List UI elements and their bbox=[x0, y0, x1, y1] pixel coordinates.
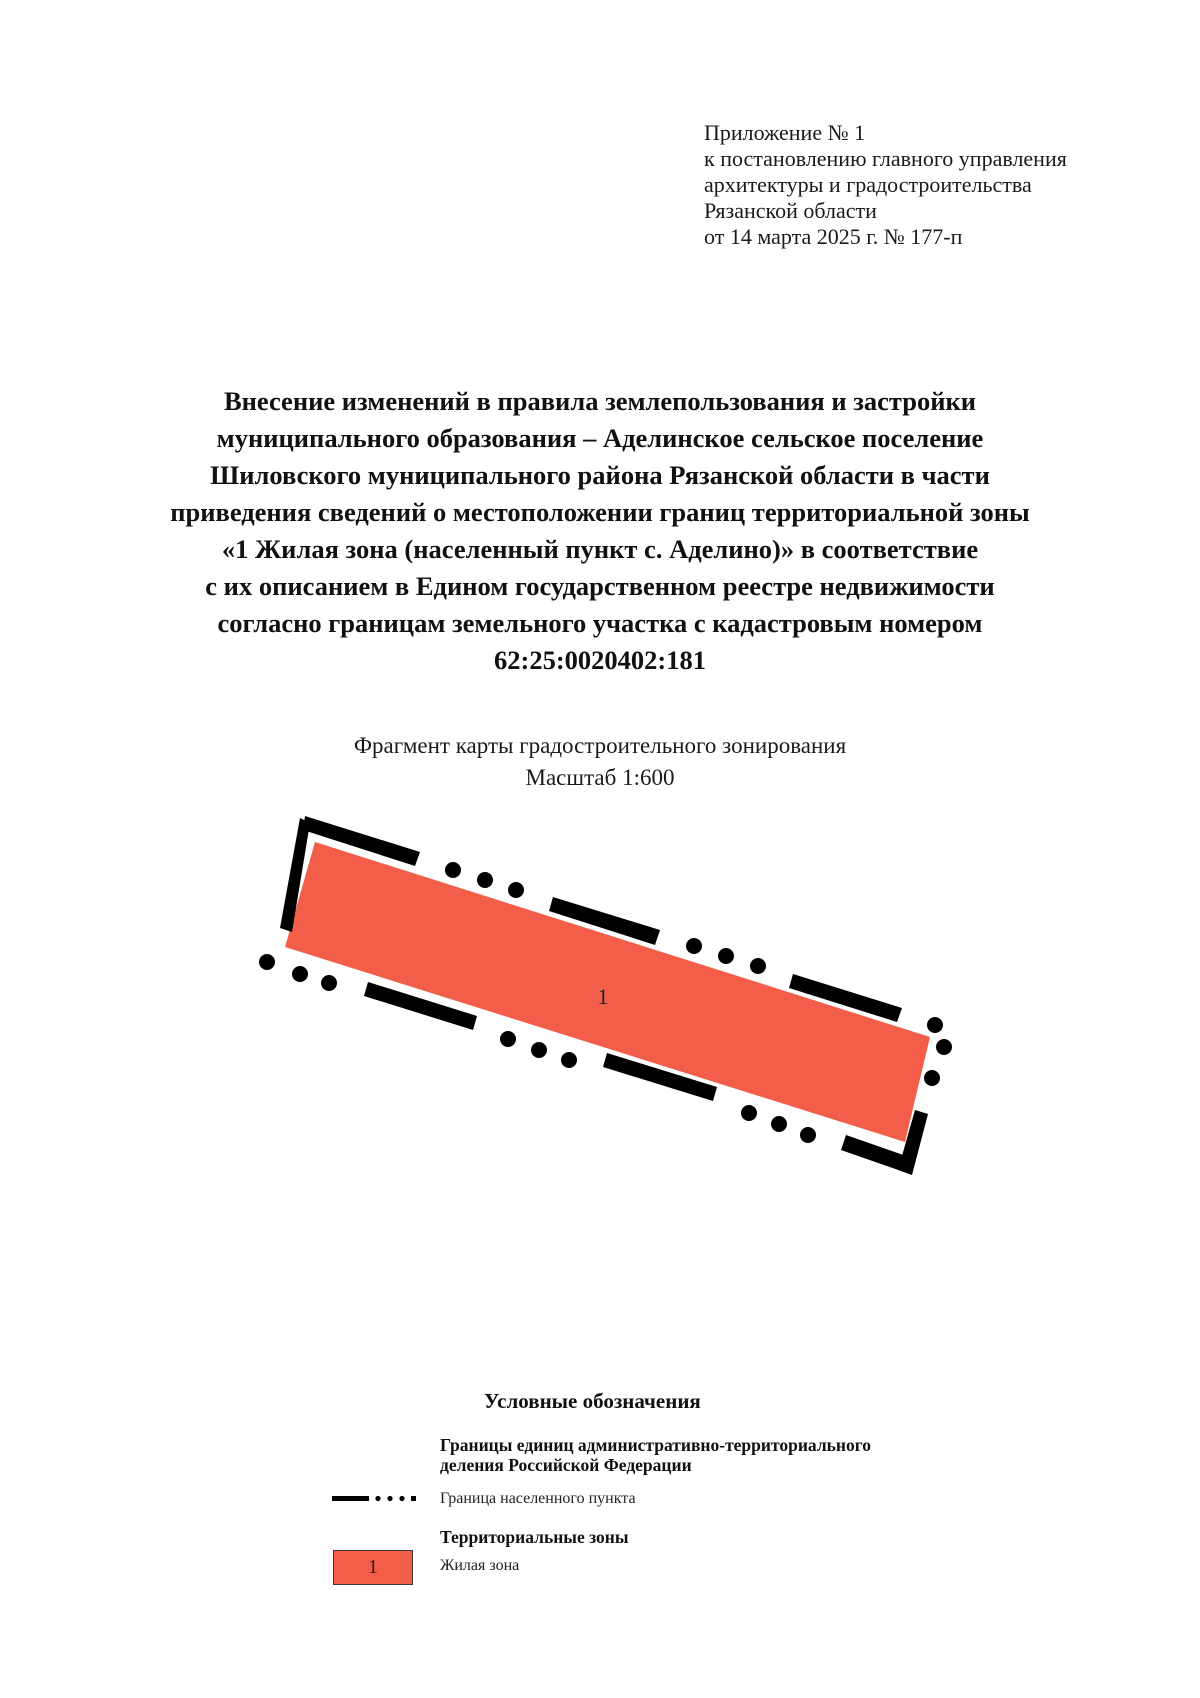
legend-item-settlement-boundary: Граница населенного пункта bbox=[440, 1490, 636, 1507]
map-caption bbox=[200, 730, 1000, 794]
title-line: муниципального образования – Аделинское сельское поселение bbox=[216, 423, 984, 453]
map-caption-title: Фрагмент карты градостроительного зонирования bbox=[353, 733, 847, 758]
title-line: согласно границам земельного участка с кадастровым номером bbox=[217, 608, 983, 638]
legend-group-heading-line: Территориальные зоны bbox=[440, 1527, 629, 1547]
zoning-map-fragment bbox=[0, 800, 1200, 1200]
legend-group-heading-line: Границы единиц административно-территориального bbox=[440, 1435, 871, 1455]
legend-group-heading-boundaries bbox=[440, 1435, 871, 1475]
legend-title: Условные обозначения bbox=[484, 1389, 701, 1413]
title-line: с их описанием в Едином государственном реестре недвижимости bbox=[205, 571, 995, 601]
cadastral-number: 62:25:0020402:181 bbox=[494, 645, 706, 675]
title-line: Внесение изменений в правила землепользования и застройки bbox=[223, 386, 977, 416]
appendix-line: от 14 марта 2025 г. № 177-п bbox=[704, 224, 963, 249]
appendix-line: Рязанской области bbox=[704, 198, 877, 223]
document-title bbox=[60, 383, 1140, 679]
legend-group-heading-zones bbox=[440, 1527, 629, 1547]
title-line: «1 Жилая зона (населенный пункт с. Аделино)» в соответствие bbox=[221, 534, 979, 564]
title-line: приведения сведений о местоположении границ территориальной зоны bbox=[170, 497, 1030, 527]
residential-zone-swatch bbox=[333, 1550, 413, 1585]
swatch-label: 1 bbox=[368, 1556, 378, 1578]
legend-group-heading-line: деления Российской Федерации bbox=[440, 1455, 692, 1475]
map-legend bbox=[0, 1385, 1200, 1605]
title-line: Шиловского муниципального района Рязанской области в части bbox=[210, 460, 990, 490]
appendix-header bbox=[704, 120, 1174, 250]
zone-label: 1 bbox=[597, 984, 609, 1009]
appendix-line: Приложение № 1 bbox=[704, 120, 866, 145]
appendix-line: архитектуры и градостроительства bbox=[704, 172, 1032, 197]
settlement-boundary-symbol-icon bbox=[332, 1491, 417, 1505]
appendix-line: к постановлению главного управления bbox=[704, 146, 1067, 171]
map-scale: Масштаб 1:600 bbox=[525, 765, 675, 790]
legend-item-residential-zone: Жилая зона bbox=[440, 1557, 520, 1574]
